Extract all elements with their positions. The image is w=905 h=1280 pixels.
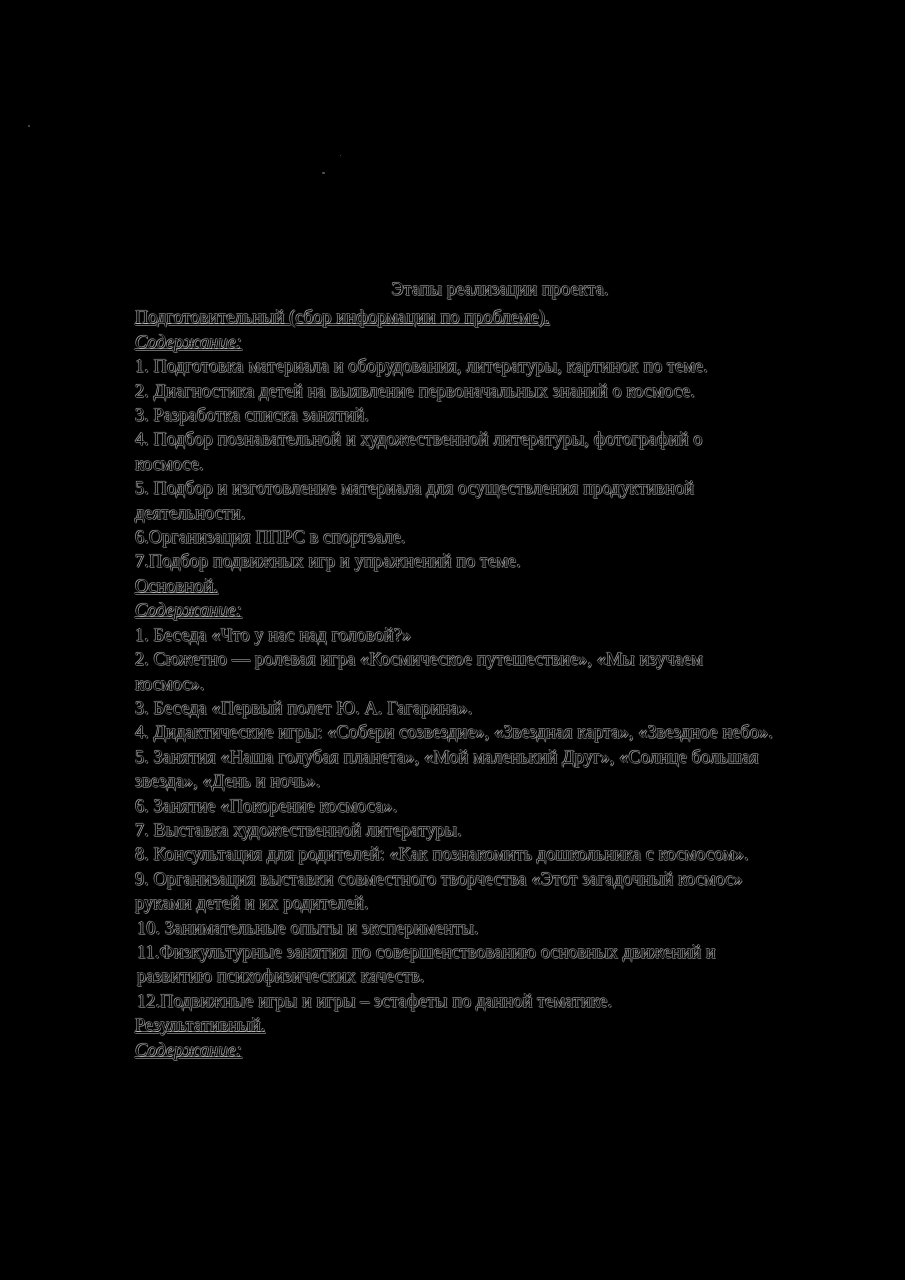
section-subheading: Содержание:: [135, 601, 243, 622]
list-item: 10. Занимательные опыты и эксперименты.: [137, 918, 479, 939]
list-item: 4. Дидактические игры: «Собери созвездие», «Звездная карта», «Звездное небо».: [135, 723, 774, 744]
list-item: 1. Беседа «Что у нас над головой?»: [135, 625, 412, 646]
list-item: 7. Выставка художественной литературы.: [135, 820, 462, 841]
list-item: 3. Разработка списка занятий.: [135, 406, 370, 427]
list-item: 7.Подбор подвижных игр и упражнений по теме.: [135, 552, 521, 573]
section-heading-main: Основной.: [135, 576, 219, 597]
list-item: 2. Диагностика детей на выявление первоначальных знаний о космосе.: [135, 381, 696, 402]
list-item: 9. Организация выставки совместного творчества «Этот загадочный космос» руками детей и их родителей.: [135, 869, 743, 915]
list-item: 2. Сюжетно — ролевая игра «Космическое путешествие», «Мы изучаем космос».: [135, 650, 704, 695]
scan-speck: [322, 172, 325, 174]
list-item: 5. Занятия «Наша голубая планета», «Мой маленький Друг», «Солнце большая звезда», «День и ночь».: [135, 747, 759, 793]
section-heading-result: Результативный.: [135, 1016, 266, 1037]
section-subheading: Содержание:: [135, 1040, 243, 1061]
list-item: 5. Подбор и изготовление материала для осуществления продуктивной деятельности.: [135, 479, 695, 524]
section-heading-preparatory: Подготовительный (сбор информации по проблеме).: [135, 308, 550, 329]
list-item: 12.Подвижные игры и игры – эстафеты по данной тематике.: [137, 991, 613, 1012]
list-item: 6.Организация ППРС в спортзале.: [135, 528, 406, 549]
list-item: 3. Беседа «Первый полет Ю. А. Гагарина».: [135, 698, 473, 719]
list-item: 8. Консультация для родителей: «Как познакомить дошкольника с космосом».: [135, 845, 749, 866]
scan-speck: [28, 125, 30, 127]
document-body: [135, 278, 835, 1063]
list-item: 1. Подготовка материала и оборудования, литературы, картинок по теме.: [135, 357, 708, 378]
section-subheading: Содержание:: [135, 332, 243, 353]
scan-speck: [340, 155, 341, 156]
document-title: Этапы реализации проекта.: [391, 280, 609, 300]
list-item: 11.Физкультурные занятия по совершенствованию основных движений и развитию психофизических качеств.: [137, 942, 716, 988]
list-item: 4. Подбор познавательной и художественной литературы, фотографий о космосе.: [135, 430, 703, 475]
list-item: 6. Занятие «Покорение космоса».: [135, 796, 398, 817]
